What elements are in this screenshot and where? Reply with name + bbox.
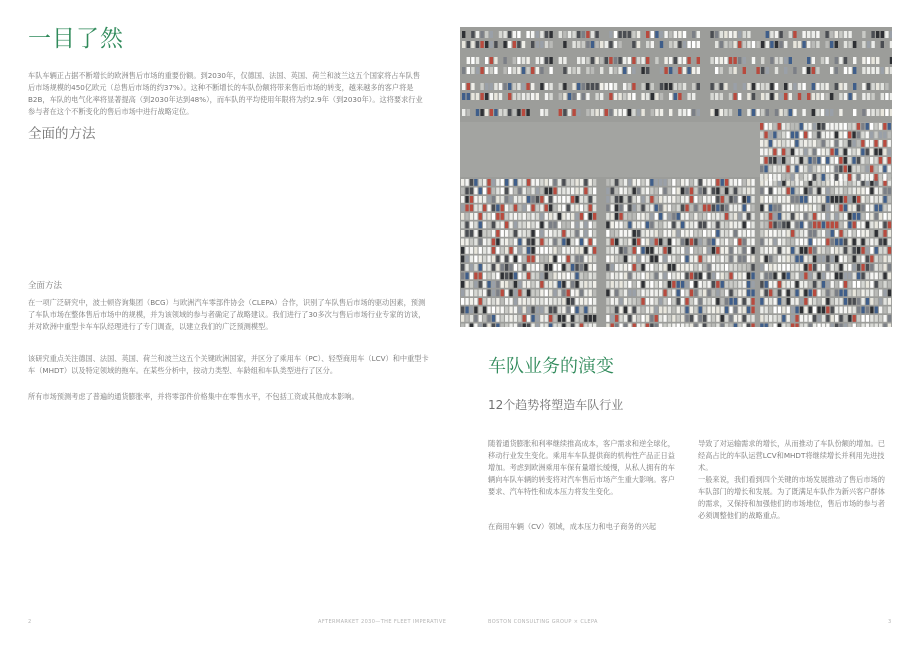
column2-paragraph1: 导致了对运输需求的增长，从而推动了车队份额的增加。已经高占比的车队运营LCV和MHDT将继续增长并利用先进技术。: [698, 439, 885, 472]
right-page-subtitle: 12个趋势将塑造车队行业: [488, 398, 624, 412]
section-heading: 全面的方法: [28, 126, 96, 142]
column1-paragraph1: 随着通货膨胀和利率继续推高成本，客户需求和逆全球化，移动行业发生变化。乘用车车队提供商的机构性产品正日益增加。考虑到欧洲乘用车保有量增长缓慢，从私人拥有的车辆向车队车辆的转变将对汽车售后市场产生重大影响。客户要求、汽车特性和成本压力将发生变化。: [488, 439, 675, 496]
footer-credit: BOSTON CONSULTING GROUP × CLEPA: [488, 619, 598, 625]
column2-paragraph2: 一般来说，我们看到四个关键的市场发展推动了售后市场的车队部门的增长和发展。为了既满足车队作为新兴客户群体的需求，又保持和加强他们的市场地位，售后市场的参与者必须调整他们的战略重点。: [698, 475, 885, 520]
assumptions-paragraph: 所有市场预测考虑了普遍的通货膨胀率，并将零部件价格集中在零售水平，不包括工资或其他成本影响。: [28, 392, 359, 401]
sub-heading: 全面方法: [28, 281, 63, 291]
footer-page-number-left: 2: [28, 619, 32, 625]
parking-lot-illustration: [460, 27, 892, 327]
footer-report-title: AFTERMARKET 2030—THE FLEET IMPERATIVE: [318, 619, 447, 625]
aerial-car-parking-photo: [460, 27, 892, 327]
approach-paragraph: 在一项广泛研究中，波士顿咨询集团（BCG）与欧洲汽车零部件协会（CLEPA）合作，识别了车队售后市场的驱动因素，预测了车队市场在整体售后市场中的规模，并为该领域的参与者确定了战略建议。我们进行了30多次与售后市场行业专家的访谈，并对欧洲中重型卡车车队经理进行了专门调查，以建立我们的广泛预测模型。: [28, 298, 426, 331]
column1-paragraph2: 在商用车辆（CV）领域，成本压力和电子商务的兴起: [488, 522, 657, 531]
intro-paragraph: 车队车辆正占据不断增长的欧洲售后市场的重要份额。到2030年，仅德国、法国、英国、荷兰和波兰这五个国家将占车队售后市场规模的450亿欧元（总售后市场的约37%）。这种不断增长的车队份额将带来售后市场的转变，越来越多的客户将是B2B，车队的电气化率将显著提高（到2030年达到48%），而车队的平均使用年限将为约2.9年（到2030年）。这将要求行业参与者在这个不断变化的售后市场中进行战略定位。: [28, 71, 423, 116]
footer-page-number-right: 3: [888, 619, 892, 625]
scope-paragraph: 该研究重点关注德国、法国、英国、荷兰和波兰这五个关键欧洲国家，并区分了乘用车（PC）、轻型商用车（LCV）和中重型卡车（MHDT）以及特定领域的拖车。在某些分析中，按动力类型、车龄组和车队类型进行了区分。: [28, 354, 429, 375]
page-title: 一目了然: [28, 26, 124, 52]
right-page-title: 车队业务的演变: [488, 356, 614, 377]
